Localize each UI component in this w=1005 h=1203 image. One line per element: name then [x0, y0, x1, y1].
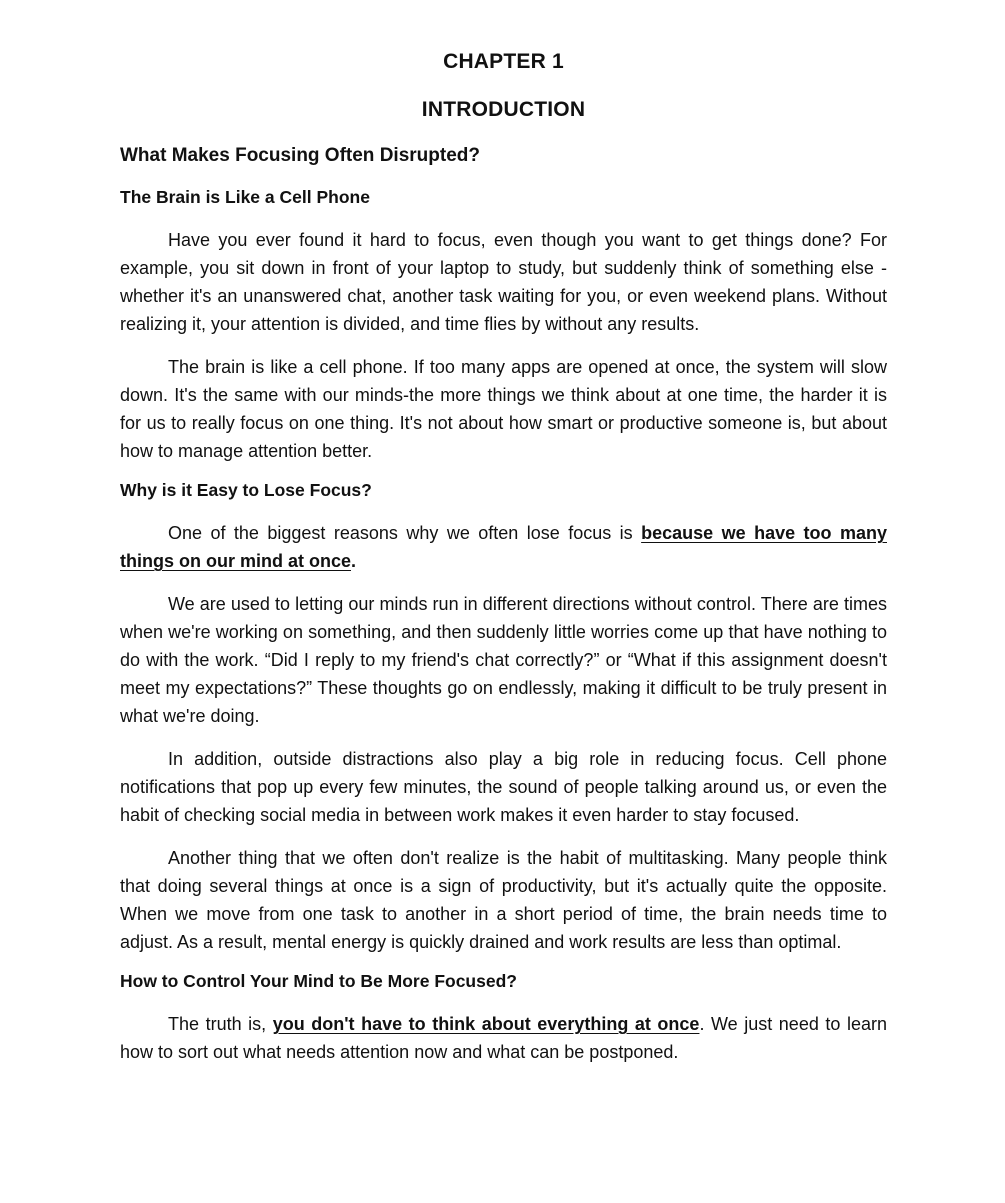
emphasized-text: you don't have to think about everything at once — [272, 1014, 700, 1034]
paragraph: The brain is like a cell phone. If too many apps are opened at once, the system will slow down. It's the same with our minds-the more things we think about at one time, the harder it is for us to really focus on one thing. It's not about how smart or productive someone is, but about how to manage attention better. — [120, 357, 887, 461]
subheading-brain-cell-phone: The Brain is Like a Cell Phone — [120, 187, 370, 207]
paragraph: We are used to letting our minds run in different directions without control. There are times when we're working on something, and then suddenly little worries come up that have nothing to do with the work. “Did I reply to my friend's chat correctly?” or “What if this assignment doesn't meet my expectations?” These thoughts go on endlessly, making it difficult to be truly present in what we're doing. — [120, 594, 887, 726]
paragraph-text: One of the biggest reasons why we often lose focus is — [168, 523, 642, 543]
paragraph: Another thing that we often don't realize is the habit of multitasking. Many people think that doing several things at once is a sign of productivity, but it's actually quite the opposite. When we move from one task to another in a short period of time, the brain needs time to adjust. As a result, mental energy is quickly drained and work results are less than optimal. — [120, 848, 887, 952]
paragraph-with-emphasis — [120, 519, 887, 575]
emphasized-text: because we have too many things on our mind at once — [120, 523, 887, 571]
chapter-label: CHAPTER 1 — [443, 50, 564, 73]
paragraph-with-emphasis — [120, 1010, 887, 1066]
subheading-lose-focus: Why is it Easy to Lose Focus? — [120, 480, 372, 500]
paragraph: Have you ever found it hard to focus, even though you want to get things done? For example, you sit down in front of your laptop to study, but suddenly think of something else - whether it's an unanswered chat, another task waiting for you, or even weekend plans. Without realizing it, your attention is divided, and time flies by without any results. — [120, 230, 887, 334]
main-heading: What Makes Focusing Often Disrupted? — [120, 145, 480, 166]
chapter-title: INTRODUCTION — [421, 98, 586, 121]
paragraph-text: . We just need to learn how to sort out what needs attention now and what can be postponed. — [120, 1014, 887, 1062]
paragraph: In addition, outside distractions also play a big role in reducing focus. Cell phone notifications that pop up every few minutes, the sound of people talking around us, or even the habit of checking social media in between work makes it even harder to stay focused. — [120, 749, 887, 825]
subheading-control-mind: How to Control Your Mind to Be More Focused? — [120, 971, 517, 991]
paragraph-text: The truth is, — [168, 1014, 273, 1034]
paragraph-text: . — [351, 551, 357, 571]
